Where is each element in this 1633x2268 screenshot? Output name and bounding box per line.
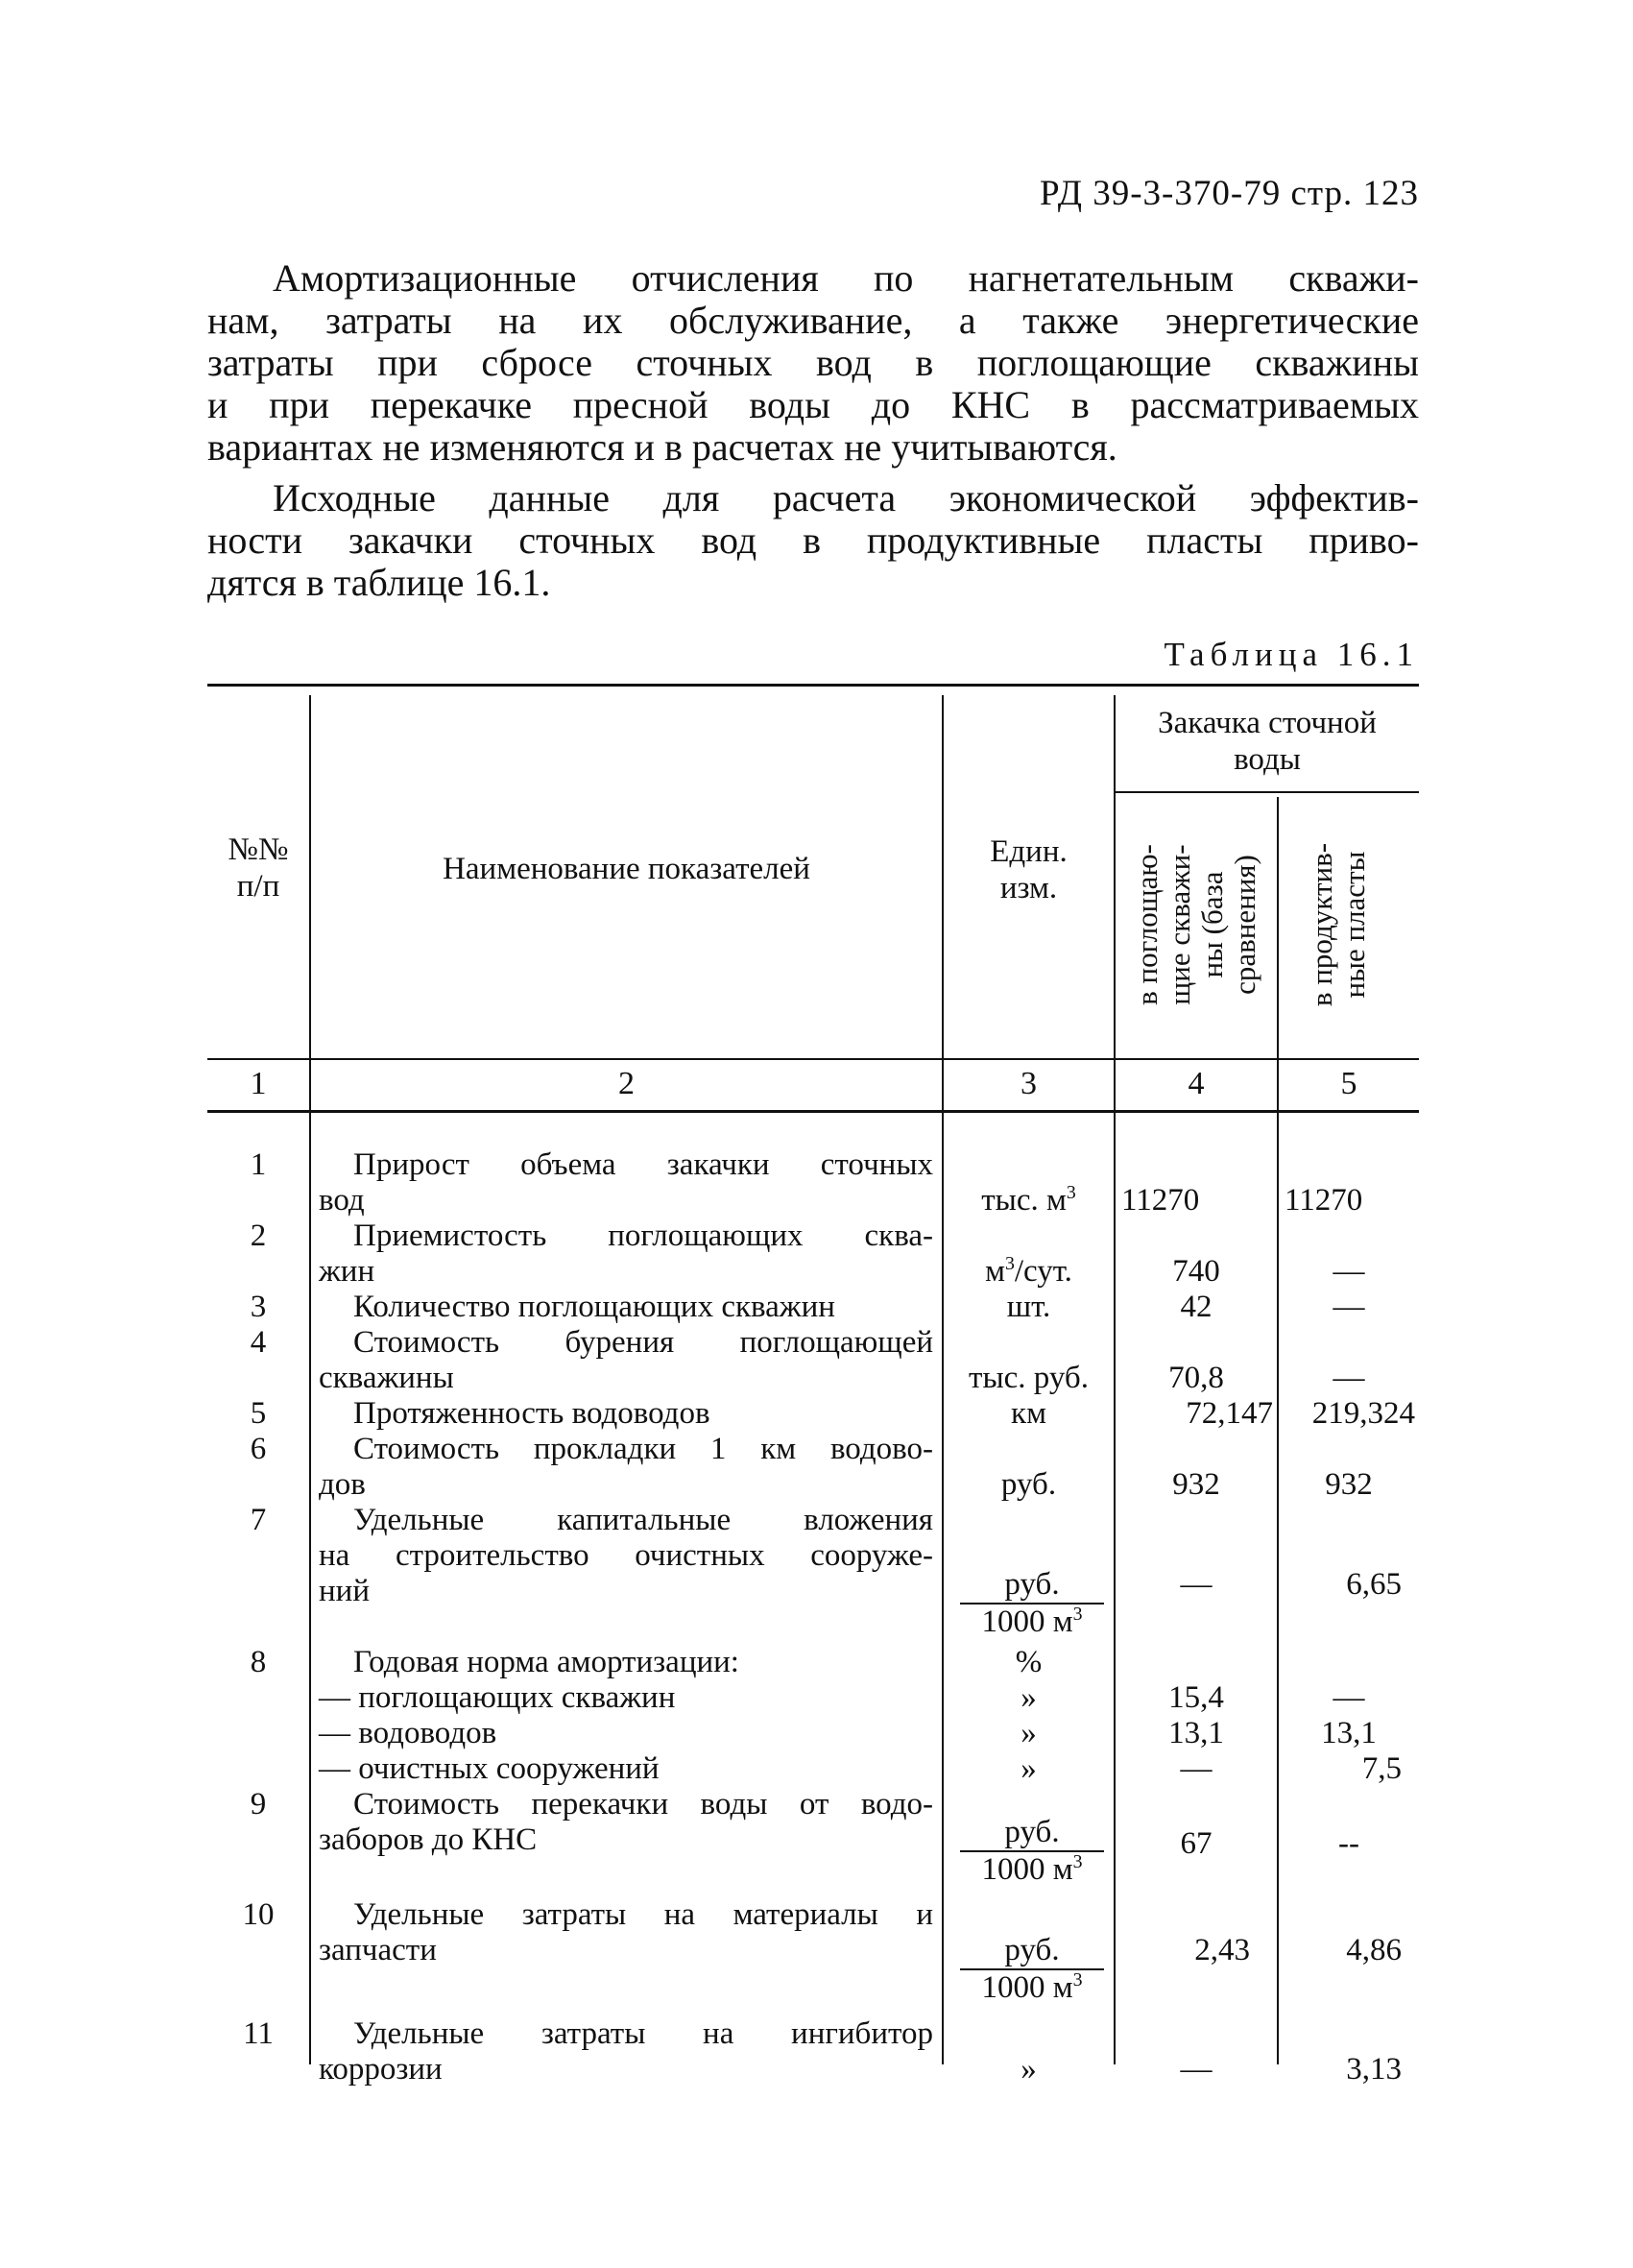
row-value-5: 11270: [1285, 1183, 1363, 1218]
row-num: 1: [250, 1147, 267, 1182]
row-num: 3: [250, 1290, 267, 1324]
text-line: затраты при сбросе сточных вод в поглощающие скважины: [207, 341, 1419, 384]
unit-numerator: руб.: [1004, 1815, 1060, 1849]
row-name-line: Годовая норма амортизации:: [353, 1645, 739, 1679]
row-unit-fraction: [960, 1815, 1104, 1888]
header-group-line: Закачка сточной: [1158, 706, 1377, 740]
row-value-4: —: [1180, 1751, 1213, 1786]
row-name-line: на строительство очистных сооруже-: [319, 1538, 933, 1573]
row-num: 2: [250, 1218, 267, 1253]
row-unit: [944, 1183, 1114, 1218]
header-col4: [1131, 803, 1261, 1047]
row-num: 5: [250, 1396, 267, 1431]
row-name: [319, 1218, 933, 1290]
header-num-line: №№: [228, 832, 289, 867]
page-header: РД 39-3-370-79 стр. 123: [1039, 174, 1419, 213]
row-value-5: 3,13: [1346, 2052, 1402, 2087]
row-name-line: Удельные капитальные вложения: [353, 1503, 933, 1537]
row-name-line: — водоводов: [319, 1716, 497, 1750]
text-line: и при перекачке пресной воды до КНС в рассматриваемых: [207, 383, 1419, 426]
row-name: [319, 1147, 933, 1218]
row-value-4: 11270: [1121, 1183, 1200, 1218]
row-name-line: заборов до КНС: [319, 1822, 538, 1857]
table-caption: Таблица 16.1: [1164, 636, 1419, 673]
unit-denominator: [960, 1850, 1104, 1888]
row-num: 6: [250, 1432, 267, 1466]
row-name: [319, 1325, 933, 1396]
col-number: 3: [1021, 1066, 1037, 1101]
unit-text: /сут.: [1014, 1254, 1072, 1289]
row-name-line: ний: [319, 1574, 370, 1608]
header-unit: [944, 833, 1114, 906]
unit-sup: 3: [1004, 1253, 1015, 1275]
row-name: [319, 1897, 933, 1968]
unit-sup: 3: [1072, 1969, 1083, 1991]
row-unit: руб.: [1000, 1467, 1057, 1502]
header-unit-line: Един.: [990, 834, 1068, 869]
row-value-4: —: [1180, 2052, 1213, 2087]
text-line: нам, затраты на их обслуживание, а также энергетические: [207, 299, 1419, 342]
row-name: [319, 2016, 933, 2087]
row-num: 10: [242, 1897, 275, 1932]
row-name: [319, 1503, 933, 1609]
unit-denominator: [960, 1603, 1104, 1640]
header-col4-line: в поглощаю-: [1130, 844, 1164, 1005]
row-name-line: дов: [319, 1467, 366, 1502]
row-name: [319, 1645, 933, 1680]
row-name: [319, 1290, 933, 1325]
row-value-5: —: [1333, 1361, 1365, 1395]
row-value-4: 70,8: [1168, 1361, 1224, 1395]
unit-text: 1000 м: [981, 1604, 1073, 1639]
col-divider: [309, 695, 311, 2064]
unit-sup: 3: [1072, 1604, 1083, 1626]
col-number: 4: [1188, 1066, 1205, 1101]
unit-text: м: [985, 1254, 1005, 1289]
col-number: 5: [1340, 1066, 1357, 1101]
row-num: 9: [250, 1787, 267, 1822]
row-unit: »: [1021, 1680, 1037, 1715]
row-name-line: Стоимость бурения поглощающей: [353, 1325, 933, 1360]
row-name-line: Стоимость прокладки 1 км водово-: [353, 1432, 933, 1466]
row-num: 8: [250, 1645, 267, 1679]
row-unit: %: [1015, 1645, 1043, 1679]
row-name-line: скважины: [319, 1361, 454, 1395]
col-number: 1: [250, 1066, 267, 1101]
row-num: 11: [243, 2016, 274, 2051]
text-line: ности закачки сточных вод в продуктивные пласты приво-: [207, 519, 1419, 562]
row-name-line: Приемистость поглощающих сква-: [353, 1218, 933, 1253]
row-unit: тыс. руб.: [969, 1361, 1089, 1395]
row-value-5: —: [1333, 1680, 1365, 1715]
text-line: дятся в таблице 16.1.: [207, 561, 551, 604]
paragraph-1: [207, 257, 1419, 469]
unit-numerator: руб.: [1004, 1567, 1060, 1602]
row-unit: »: [1021, 1716, 1037, 1750]
row-name-line: Удельные затраты на ингибитор: [353, 2016, 933, 2051]
row-unit: км: [1011, 1396, 1046, 1431]
row-unit-fraction: [960, 1567, 1104, 1640]
row-value-4: 13,1: [1168, 1716, 1224, 1750]
unit-text: 1000 м: [981, 1852, 1073, 1887]
row-value-4: 740: [1172, 1254, 1220, 1289]
unit-text: тыс. м: [981, 1183, 1067, 1218]
text-line: Амортизационные отчисления по нагнетательным скважи-: [273, 256, 1419, 300]
row-name-line: Количество поглощающих скважин: [353, 1290, 835, 1324]
header-group: [1116, 705, 1419, 778]
row-value-5: —: [1333, 1254, 1365, 1289]
row-unit: [944, 1254, 1114, 1290]
row-name-line: Стоимость перекачки воды от водо-: [353, 1787, 933, 1822]
row-unit: »: [1021, 1751, 1037, 1786]
col-number: 2: [618, 1066, 635, 1101]
row-name-line: жин: [319, 1254, 375, 1289]
row-value-5: —: [1333, 1290, 1365, 1324]
row-name-line: вод: [319, 1183, 365, 1218]
row-name-line: Протяженность водоводов: [353, 1396, 710, 1431]
row-value-5: 219,324: [1311, 1396, 1415, 1431]
row-name: [319, 1751, 933, 1787]
row-value-5: --: [1338, 1826, 1359, 1861]
row-name: [319, 1680, 933, 1716]
row-name: [319, 1432, 933, 1503]
row-name: [319, 1716, 933, 1751]
header-col5: [1306, 803, 1371, 1047]
row-num: 7: [250, 1503, 267, 1537]
unit-sup: 3: [1066, 1182, 1076, 1204]
text-line: Исходные данные для расчета экономической эффектив-: [273, 476, 1419, 519]
group-header-rule: [1114, 791, 1419, 793]
paragraph-2: [207, 477, 1419, 604]
row-name-line: Прирост объема закачки сточных: [353, 1147, 933, 1182]
row-unit-fraction: [960, 1933, 1104, 2006]
row-value-5: 932: [1325, 1467, 1373, 1502]
row-name-line: — поглощающих скважин: [319, 1680, 676, 1715]
row-unit: шт.: [1006, 1290, 1051, 1324]
row-value-4: 42: [1180, 1290, 1213, 1324]
header-group-line: воды: [1234, 742, 1301, 777]
header-col5-line: ные пласты: [1337, 851, 1371, 999]
header-unit-line: изм.: [999, 871, 1058, 905]
row-value-4: 2,43: [1194, 1933, 1250, 1967]
row-value-4: 15,4: [1168, 1680, 1224, 1715]
table-top-rule: [207, 684, 1419, 687]
header-col4-line: сравнения): [1228, 855, 1261, 995]
row-value-4: 72,147: [1186, 1396, 1273, 1431]
header-col4-line: ны (база: [1195, 871, 1229, 978]
header-rule: [207, 1058, 1419, 1060]
unit-denominator: [960, 1968, 1104, 2006]
row-name: [319, 1787, 933, 1858]
row-name-line: запчасти: [319, 1933, 437, 1967]
header-num-line: п/п: [236, 869, 280, 904]
row-value-4: —: [1180, 1567, 1213, 1602]
unit-text: 1000 м: [981, 1970, 1073, 2005]
row-name-line: Удельные затраты на материалы и: [353, 1897, 933, 1932]
row-value-5: 13,1: [1321, 1716, 1377, 1750]
row-name: [319, 1396, 933, 1432]
row-num: 4: [250, 1325, 267, 1360]
header-name: Наименование показателей: [443, 852, 810, 886]
row-value-5: 4,86: [1346, 1933, 1402, 1967]
row-value-4: 932: [1172, 1467, 1220, 1502]
row-unit: »: [1021, 2052, 1037, 2087]
row-value-4: 67: [1180, 1826, 1213, 1861]
row-value-5: 7,5: [1361, 1751, 1402, 1786]
header-col4-line: щие скважи-: [1163, 844, 1196, 1005]
row-name-line: — очистных сооружений: [319, 1751, 660, 1786]
row-value-5: 6,65: [1346, 1567, 1402, 1602]
colnum-rule: [207, 1110, 1419, 1113]
header-num: [207, 832, 309, 905]
row-name-line: коррозии: [319, 2052, 443, 2087]
unit-numerator: руб.: [1004, 1933, 1060, 1967]
unit-sup: 3: [1072, 1851, 1083, 1873]
header-col5-line: в продуктив-: [1305, 842, 1338, 1007]
text-line: вариантах не изменяются и в расчетах не учитываются.: [207, 425, 1117, 469]
